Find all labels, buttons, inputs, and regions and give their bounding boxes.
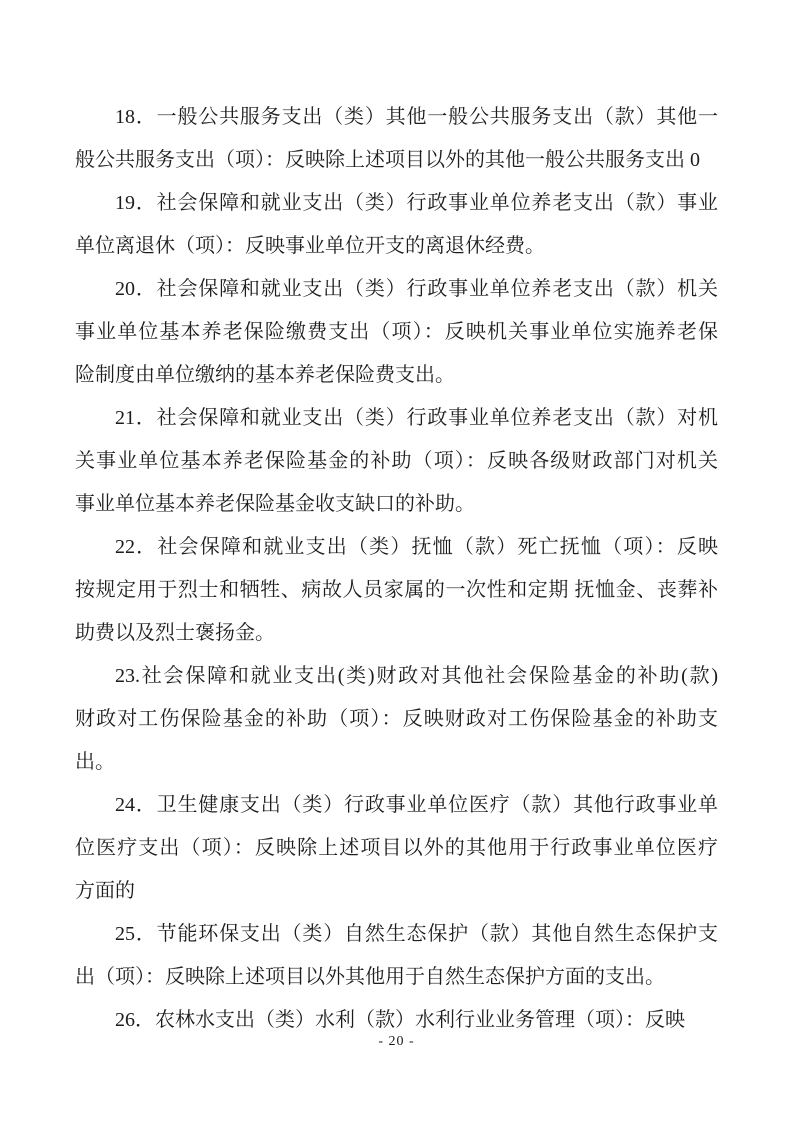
paragraph-24-line-1: 24．卫生健康支出（类）行政事业单位医疗（款）其他行政事业单 [115,794,718,816]
paragraph-25 [75,913,718,999]
paragraph-19 [75,182,718,268]
paragraph-22-line-3: 助费以及烈士褒扬金。 [75,622,275,644]
paragraph-18 [75,96,718,182]
paragraph-21-line-3: 事业单位基本养老保险基金收支缺口的补助。 [75,493,475,515]
paragraph-21-line-2: 关事业单位基本养老保险基金的补助（项）：反映各级财政部门对机关 [75,450,718,472]
paragraph-23-line-2: 财政对工伤保险基金的补助（项）：反映财政对工伤保险基金的补助支 [75,708,718,730]
paragraph-24-line-3: 方面的 [75,880,135,902]
paragraph-24-line-2: 位医疗支出（项）：反映除上述项目以外的其他用于行政事业单位医疗 [75,837,718,859]
paragraph-25-line-2: 出（项）：反映除上述项目以外其他用于自然生态保护方面的支出。 [75,966,665,988]
paragraph-22 [75,526,718,655]
paragraph-18-line-1: 18．一般公共服务支出（类）其他一般公共服务支出（款）其他一 [115,106,718,128]
paragraph-20-line-3: 险制度由单位缴纳的基本养老保险费支出。 [75,364,455,386]
page-number: - 20 - [378,1034,415,1049]
paragraph-21-line-1: 21．社会保障和就业支出（类）行政事业单位养老支出（款）对机 [115,407,718,429]
paragraph-25-line-1: 25．节能环保支出（类）自然生态保护（款）其他自然生态保护支 [115,923,718,945]
paragraph-24 [75,784,718,913]
document-body [75,96,718,1042]
paragraph-20 [75,268,718,397]
paragraph-21 [75,397,718,526]
paragraph-22-line-2: 按规定用于烈士和牺牲、病故人员家属的一次性和定期 抚恤金、丧葬补 [75,579,718,601]
paragraph-20-line-1: 20．社会保障和就业支出（类）行政事业单位养老支出（款）机关 [115,278,718,300]
paragraph-23 [75,655,718,784]
paragraph-23-line-3: 出。 [75,751,115,773]
paragraph-20-line-2: 事业单位基本养老保险缴费支出（项）：反映机关事业单位实施养老保 [75,321,718,343]
paragraph-23-line-1: 23.社会保障和就业支出(类)财政对其他社会保险基金的补助(款) [115,665,718,687]
paragraph-18-line-2: 般公共服务支出（项）：反映除上述项目以外的其他一般公共服务支出 0 [75,149,700,171]
paragraph-22-line-1: 22．社会保障和就业支出（类）抚恤（款）死亡抚恤（项）：反映 [115,536,718,558]
paragraph-19-line-1: 19．社会保障和就业支出（类）行政事业单位养老支出（款）事业 [115,192,718,214]
paragraph-26-line-1: 26．农林水支出（类）水利（款）水利行业业务管理（项）：反映 [115,1009,685,1031]
paragraph-19-line-2: 单位离退休（项）：反映事业单位开支的离退休经费。 [75,235,545,257]
